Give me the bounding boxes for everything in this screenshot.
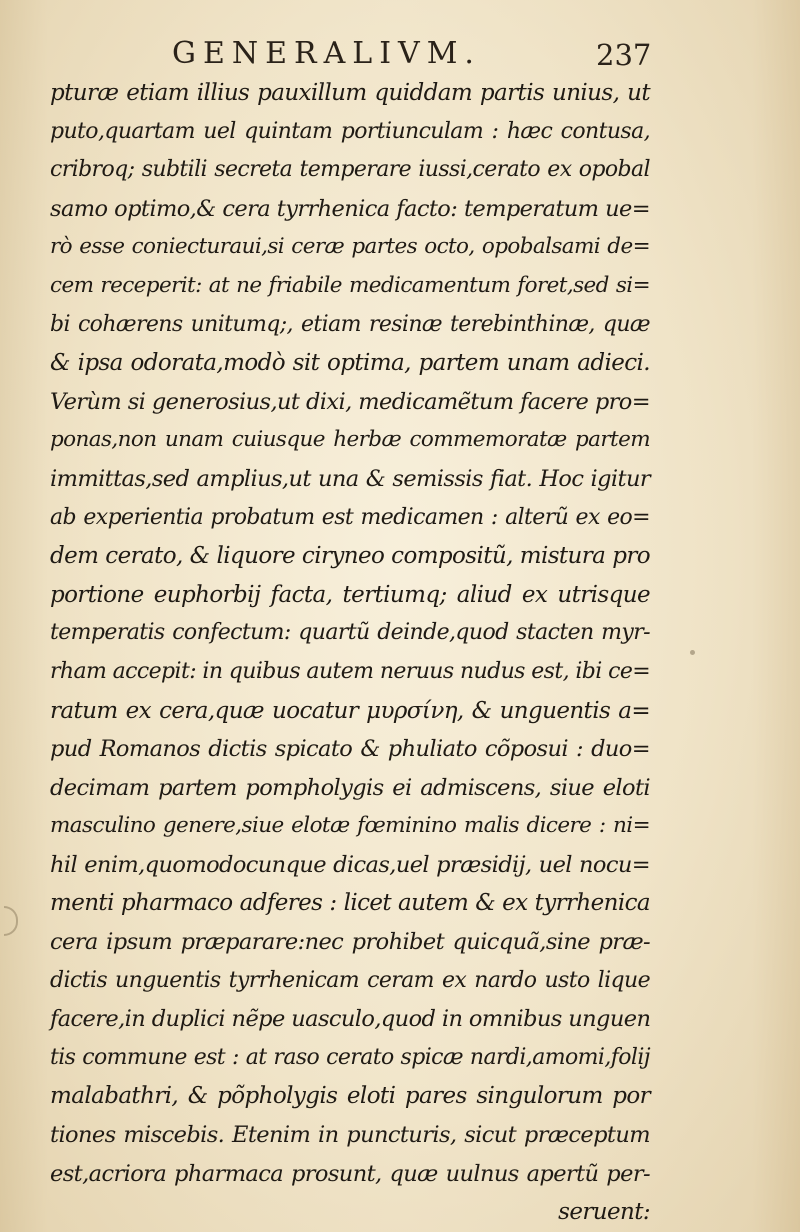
text-line: est,acriora pharmaca prosunt, quæ uulnus apertũ per-	[50, 1160, 650, 1187]
text-line: pud Romanos dictis spicato & phuliato cõposui : duo=	[50, 736, 650, 763]
text-line: puto,quartam uel quintam portiunculam : hæc contusa,	[50, 118, 650, 144]
text-line: tiones miscebis. Etenim in puncturis, sicut præceptum	[50, 1122, 650, 1149]
text-line: portione euphorbij facta, tertiumq; aliud ex utrisque	[50, 581, 650, 608]
text-line: cribroq; subtili secreta temperare iussi,cerato ex opobal	[50, 157, 650, 183]
text-line: dictis unguentis tyrrhenicam ceram ex nardo usto lique	[50, 967, 650, 993]
text-line: rò esse coniecturaui,si ceræ partes octo, opobalsami de=	[50, 234, 650, 260]
catchword-line: seruent:	[558, 1199, 650, 1226]
text-line: cem receperit: at ne friabile medicamentum foret,sed si=	[50, 272, 650, 298]
text-line: dem cerato, & liquore ciryneo compositũ, mistura pro	[50, 543, 650, 570]
text-line: immittas,sed amplius,ut una & semissis fiat. Hoc igitur	[50, 465, 650, 492]
text-line: Verùm si generosius,ut dixi, medicamẽtum facere pro=	[50, 388, 650, 415]
text-line: cera ipsum præparare:nec prohibet quicquã,sine præ-	[50, 929, 650, 956]
text-line: malabathri, & põpholygis eloti pares singulorum por	[50, 1083, 650, 1110]
margin-ink-dot	[690, 650, 695, 655]
text-line: & ipsa odorata,modò sit optima, partem unam adieci.	[50, 350, 650, 377]
page-header	[0, 36, 800, 76]
text-line: decimam partem pompholygis ei admiscens, siue eloti	[50, 774, 650, 801]
page-edge-mark	[4, 906, 18, 936]
text-line: samo optimo,& cera tyrrhenica facto: temperatum ue=	[50, 195, 650, 222]
text-line: masculino genere,siue elotæ fœminino malis dicere : ni=	[50, 813, 650, 839]
text-line: rham accepit: in quibus autem neruus nudus est, ibi ce=	[50, 658, 651, 684]
text-line: ab experientia probatum est medicamen : alterũ ex eo=	[50, 504, 650, 530]
body-text	[50, 74, 650, 1232]
text-line: hil enim,quomodocunque dicas,uel præsidij, uel nocu=	[50, 851, 650, 878]
text-line: menti pharmaco adferes : licet autem & ex tyrrhenica	[50, 890, 650, 917]
page-number: 237	[596, 38, 652, 72]
text-line: temperatis confectum: quartũ deinde,quod stacten myr-	[50, 620, 650, 646]
text-line: ponas,non unam cuiusque herbæ commemoratæ partem	[50, 427, 650, 453]
text-line: pturæ etiam illius pauxillum quiddam partis unius, ut	[50, 80, 650, 106]
text-line: bi cohærens unitumq;, etiam resinæ terebinthinæ, quæ	[50, 311, 650, 337]
running-head: GENERALIVM.	[172, 36, 481, 71]
text-line: tis commune est : at raso cerato spicæ nardi,amomi,folij	[50, 1044, 650, 1070]
text-line: facere,in duplici nẽpe uasculo,quod in omnibus unguen	[50, 1006, 651, 1033]
text-line: ratum ex cera,quæ uocatur μυρσίνη, & unguentis a=	[50, 697, 650, 724]
